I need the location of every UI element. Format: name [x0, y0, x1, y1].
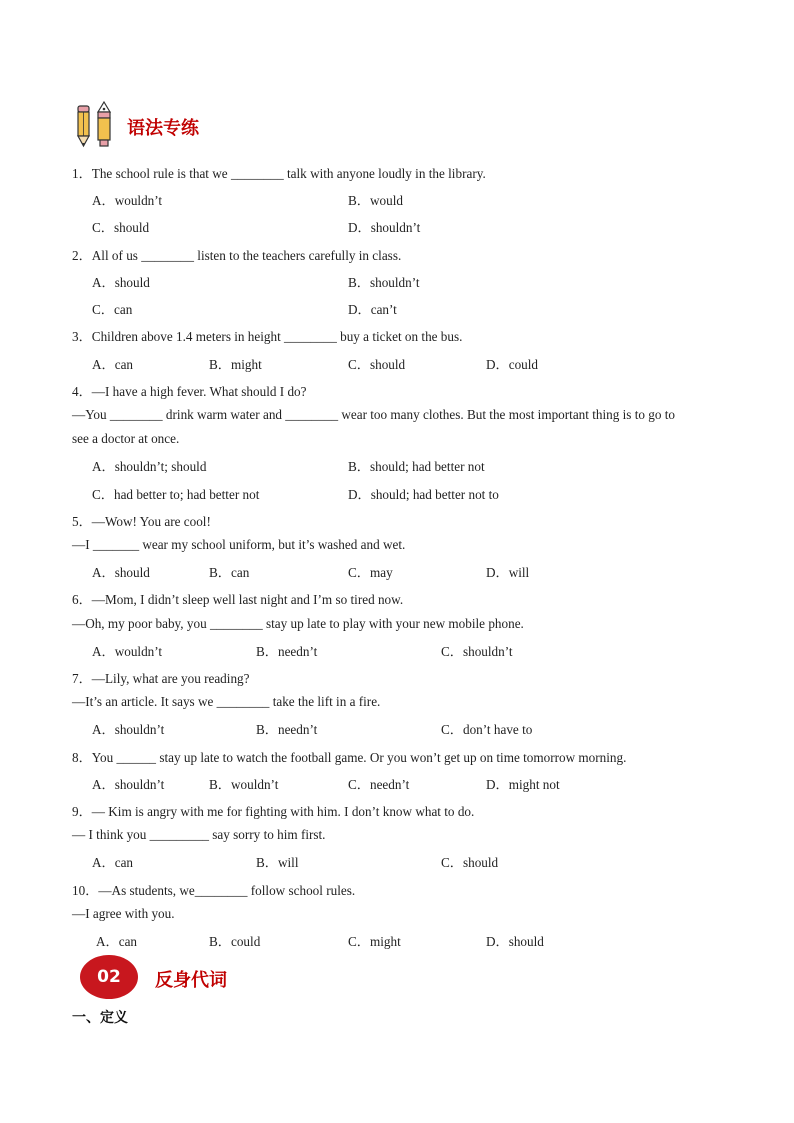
question-stem: 10．—As students, we________ follow school rules.	[72, 883, 356, 898]
option: C．shouldn’t	[441, 644, 513, 659]
question-stem: see a doctor at once.	[72, 431, 180, 446]
option: C．might	[348, 934, 401, 949]
option: B．shouldn’t	[348, 275, 420, 290]
pencil-pen-icon	[74, 100, 120, 148]
option: B．needn’t	[256, 722, 318, 737]
option: D．could	[486, 357, 539, 372]
option: A．should	[92, 275, 150, 290]
option: A．shouldn’t; should	[92, 459, 207, 474]
option: D．shouldn’t	[348, 220, 421, 235]
question-stem: 8．You ______ stay up late to watch the football game. Or you won’t get up on time tomorrow morning.	[72, 750, 627, 765]
option: C．should	[92, 220, 150, 235]
question-stem: 5．—Wow! You are cool!	[72, 514, 211, 529]
option: B．needn’t	[256, 644, 318, 659]
option: B．could	[209, 934, 261, 949]
option: D．might not	[486, 777, 560, 792]
question-stem: 7．—Lily, what are you reading?	[72, 671, 250, 686]
question-stem: — I think you _________ say sorry to him first.	[72, 827, 326, 842]
option: A．wouldn’t	[92, 193, 163, 208]
option: A．can	[92, 855, 134, 870]
section-title: 语法专练	[127, 118, 199, 139]
option: A．shouldn’t	[92, 777, 165, 792]
option: C．don’t have to	[441, 722, 533, 737]
option: D．will	[486, 565, 530, 580]
question-stem: —I agree with you.	[72, 906, 175, 921]
question-stem: 6．—Mom, I didn’t sleep well last night and I’m so tired now.	[72, 592, 404, 607]
question-stem: —You ________ drink warm water and ________ wear too many clothes. But the most important thing is to go to	[72, 407, 676, 422]
option: D．should; had better not to	[348, 487, 499, 502]
option: C．needn’t	[348, 777, 410, 792]
section-number: 02	[97, 967, 121, 987]
option: A．can	[96, 934, 138, 949]
subheading: 一、定义	[72, 1010, 128, 1026]
option: C．can	[92, 302, 133, 317]
option: B．might	[209, 357, 262, 372]
question-stem: 4．—I have a high fever. What should I do?	[72, 384, 307, 399]
option: A．shouldn’t	[92, 722, 165, 737]
section2-title: 反身代词	[155, 970, 227, 991]
option: B．would	[348, 193, 403, 208]
option: B．can	[209, 565, 250, 580]
option: A．can	[92, 357, 134, 372]
question-stem: 1．The school rule is that we ________ talk with anyone loudly in the library.	[72, 166, 486, 181]
option: D．can’t	[348, 302, 397, 317]
option: D．should	[486, 934, 544, 949]
option: B．will	[256, 855, 299, 870]
question-stem: —Oh, my poor baby, you ________ stay up late to play with your new mobile phone.	[72, 616, 524, 631]
option: C．had better to; had better not	[92, 487, 260, 502]
section-number-badge	[80, 955, 138, 999]
option: A．wouldn’t	[92, 644, 163, 659]
question-stem: 9．— Kim is angry with me for fighting with him. I don’t know what to do.	[72, 804, 475, 819]
option: B．should; had better not	[348, 459, 485, 474]
question-stem: 3．Children above 1.4 meters in height ________ buy a ticket on the bus.	[72, 329, 463, 344]
option: B．wouldn’t	[209, 777, 279, 792]
option: A．should	[92, 565, 150, 580]
question-stem: 2．All of us ________ listen to the teachers carefully in class.	[72, 248, 402, 263]
option: C．should	[348, 357, 406, 372]
question-stem: —I _______ wear my school uniform, but it’s washed and wet.	[72, 537, 406, 552]
option: C．should	[441, 855, 499, 870]
option: C．may	[348, 565, 393, 580]
question-stem: —It’s an article. It says we ________ take the lift in a fire.	[72, 694, 381, 709]
